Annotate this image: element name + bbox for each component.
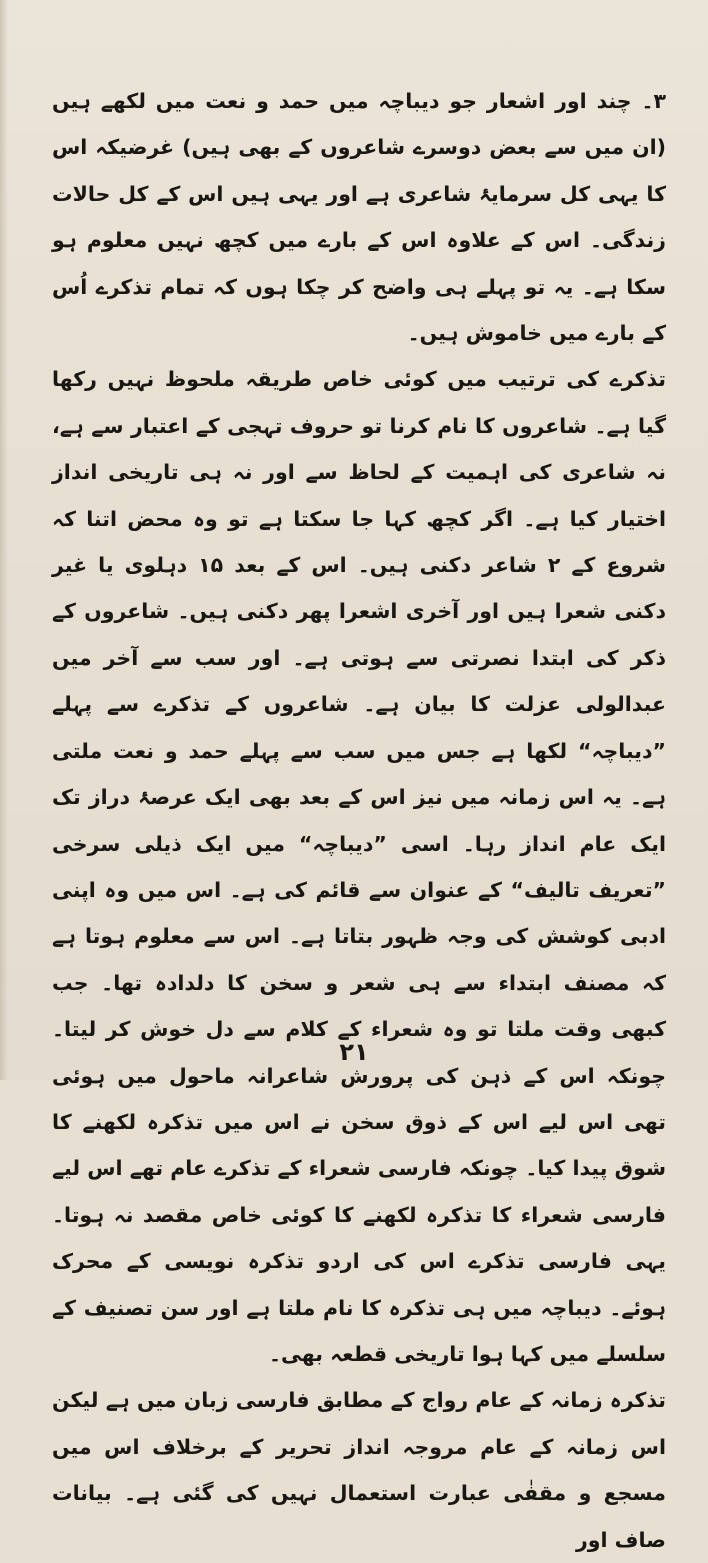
page-edge-shadow [0,0,8,1080]
paragraph-3: تذکرہ زمانہ کے عام رواج کے مطابق فارسی زبان میں ہے لیکن اس زمانہ کے عام مروجہ انداز تحریر کے برخلاف اس میں مسجع و مقفٰی عبارت استعمال نہیں کی گئی ہے۔ بیانات صاف اور [52,1388,666,1552]
paragraph-1: ٣۔ چند اور اشعار جو دیباچہ میں حمد و نعت میں لکھے ہیں (ان میں سے بعض دوسرے شاعروں کے بھی ہیں) غرضیکہ اس کا یہی کل سرمایۂ شاعری ہے اور یہی ہیں اس کے کل حالات زندگی۔ اس کے علاوہ اس کے بارے میں کچھ نہیں معلوم ہو سکا ہے۔ یہ تو پہلے ہی واضح کر چکا ہوں کہ تمام تذکرے اُس کے بارے میں خاموش ہیں۔ [52,89,666,346]
page-number: ٢١ [339,1038,369,1066]
page-body-text [52,78,666,1563]
paragraph-2: تذکرے کی ترتیب میں کوئی خاص طریقہ ملحوظ نہیں رکھا گیا ہے۔ شاعروں کا نام کرنا تو حروف تہجی کے اعتبار سے ہے، نہ شاعری کی اہمیت کے لحاظ سے اور نہ ہی تاریخی انداز اختیار کیا ہے۔ اگر کچھ کہا جا سکتا ہے تو وہ محض اتنا کہ شروع کے ۲ شاعر دکنی ہیں۔ اس کے بعد ۱۵ دہلوی یا غیر دکنی شعرا ہیں اور آخری اشعرا پھر دکنی ہیں۔ شاعروں کے ذکر کی ابتدا نصرتی سے ہوتی ہے۔ اور سب سے آخر میں عبدالولی عزلت کا بیان ہے۔ شاعروں کے تذکرے سے پہلے ”دیباچہ“ لکھا ہے جس میں سب سے پہلے حمد و نعت ملتی ہے۔ یہ اس زمانہ میں نیز اس کے بعد بھی ایک عرصۂ دراز تک ایک عام انداز رہا۔ اسی ”دیباچہ“ میں ایک ذیلی سرخی ”تعریف تالیف“ کے عنوان سے قائم کی ہے۔ اس میں وہ اپنی ادبی کوشش کی وجہ ظہور بتاتا ہے۔ اس سے معلوم ہوتا ہے کہ مصنف ابتداء سے ہی شعر و سخن کا دلدادہ تھا۔ جب کبھی وقت ملتا تو وہ شعراء کے کلام سے دل خوش کر لیتا۔ چونکہ اس کے ذہن کی پرورش شاعرانہ ماحول میں ہوئی تھی اس لیے اس کے ذوق سخن نے اس میں تذکرہ لکھنے کا شوق پیدا کیا۔ چونکہ فارسی شعراء کے تذکرے عام تھے اس لیے فارسی شعراء کا تذکرہ لکھنے کا کوئی خاص مقصد نہ ہوتا۔ یہی فارسی تذکرے اس کی اردو تذکرہ نویسی کے محرک ہوئے۔ دیباچہ میں ہی تذکرہ کا نام ملتا ہے اور سن تصنیف کے سلسلے میں کہا ہوا تاریخی قطعہ بھی۔ [52,367,666,1366]
